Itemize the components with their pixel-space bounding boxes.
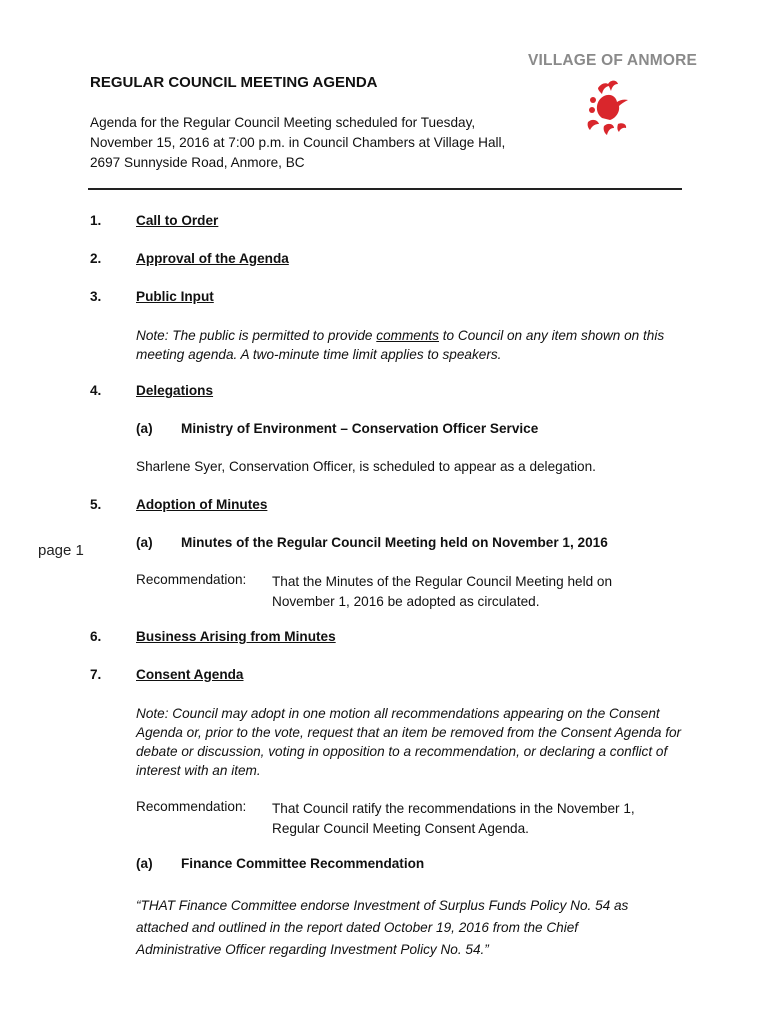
page-number-label: page 1 bbox=[38, 542, 84, 559]
sub-item-label: (a) bbox=[136, 421, 153, 436]
organization-name: VILLAGE OF ANMORE bbox=[528, 52, 698, 69]
sub-item-label: (a) bbox=[136, 856, 153, 871]
finance-committee-quote: “THAT Finance Committee endorse Investment of Surplus Funds Policy No. 54 as attached and outlined in the report dated October 19, 2016 from the Chief Administrative Officer regarding Investment Policy No. 54.” bbox=[136, 898, 629, 957]
header-divider bbox=[88, 188, 682, 190]
recommendation-label: Recommendation: bbox=[136, 572, 247, 587]
item-number: 2. bbox=[90, 251, 102, 266]
item-heading-call-to-order: Call to Order bbox=[136, 213, 219, 228]
sub-item-title: Finance Committee Recommendation bbox=[181, 856, 425, 871]
agenda-intro: Agenda for the Regular Council Meeting scheduled for Tuesday, November 15, 2016 at 7:00 p.m. in Council Chambers at Village Hall, 2697 Sunnyside Road, Anmore, BC bbox=[90, 115, 506, 170]
item-number: 4. bbox=[90, 383, 102, 398]
village-logo-icon bbox=[584, 78, 634, 136]
recommendation-text: That the Minutes of the Regular Council Meeting held on November 1, 2016 be adopted as circulated. bbox=[272, 574, 613, 609]
item-number: 7. bbox=[90, 667, 102, 682]
delegation-text: Sharlene Syer, Conservation Officer, is scheduled to appear as a delegation. bbox=[136, 459, 596, 474]
item-number: 3. bbox=[90, 289, 102, 304]
item-number: 1. bbox=[90, 213, 102, 228]
consent-agenda-note: Note: Council may adopt in one motion all recommendations appearing on the Consent Agenda or, prior to the vote, request that an item be removed from the Consent Agenda for debate or discussion, voting in opposition to a recommendation, or declaring a conflict of interest with an item. bbox=[136, 706, 682, 778]
item-heading-adoption-minutes: Adoption of Minutes bbox=[136, 497, 268, 512]
sub-item-title: Minutes of the Regular Council Meeting held on November 1, 2016 bbox=[181, 535, 608, 550]
public-input-note: Note: The public is permitted to provide comments to Council on any item shown on this meeting agenda. A two-minute time limit applies to speakers. bbox=[136, 328, 665, 362]
item-heading-public-input: Public Input bbox=[136, 289, 214, 304]
recommendation-text: That Council ratify the recommendations in the November 1, Regular Council Meeting Consent Agenda. bbox=[272, 801, 635, 836]
item-heading-consent-agenda: Consent Agenda bbox=[136, 667, 244, 682]
item-number: 5. bbox=[90, 497, 102, 512]
comments-link[interactable]: comments bbox=[376, 328, 439, 343]
item-heading-business-arising: Business Arising from Minutes bbox=[136, 629, 336, 644]
sub-item-label: (a) bbox=[136, 535, 153, 550]
page-title: REGULAR COUNCIL MEETING AGENDA bbox=[90, 74, 378, 91]
item-number: 6. bbox=[90, 629, 102, 644]
sub-item-title: Ministry of Environment – Conservation Officer Service bbox=[181, 421, 539, 436]
item-heading-approval-agenda: Approval of the Agenda bbox=[136, 251, 289, 266]
item-heading-delegations: Delegations bbox=[136, 383, 214, 398]
recommendation-label: Recommendation: bbox=[136, 799, 247, 814]
